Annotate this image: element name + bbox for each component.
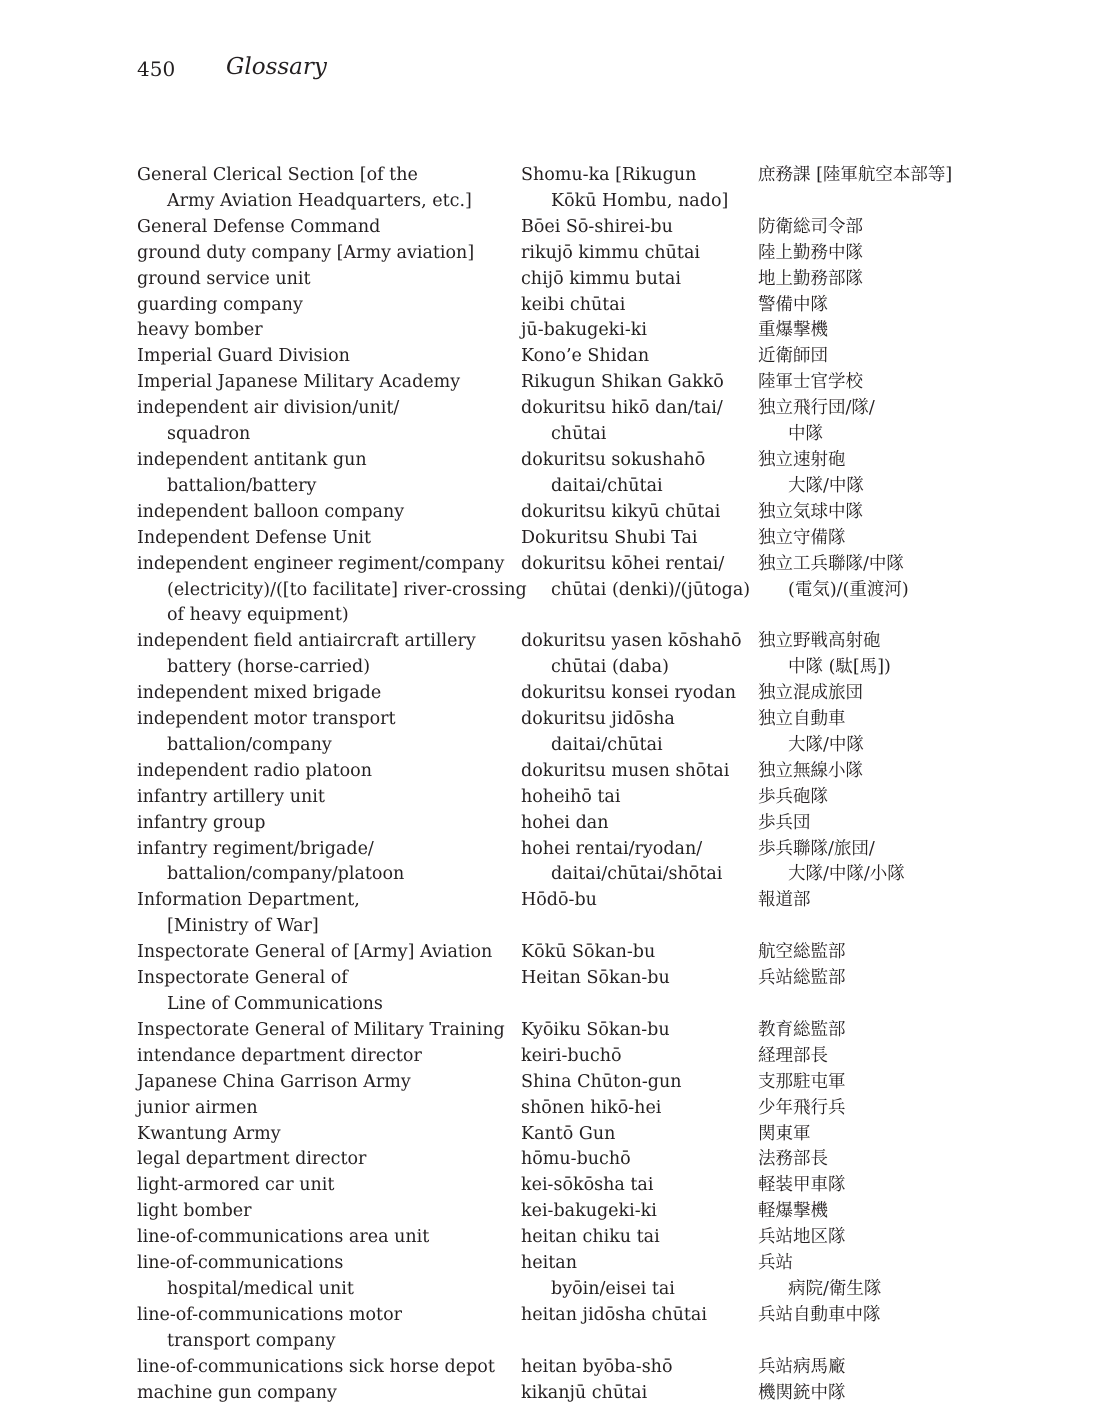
glossary-entry — [137, 500, 1077, 526]
english-term-line: infantry artillery unit — [137, 786, 325, 807]
glossary-entry — [137, 267, 1077, 293]
romanized-term — [521, 215, 758, 241]
japanese-term-line: 防衛総司令部 — [758, 216, 863, 237]
romanized-term — [521, 293, 758, 319]
glossary-entry — [137, 552, 1077, 630]
japanese-term — [758, 759, 1077, 785]
glossary-entry — [137, 1225, 1077, 1251]
romanized-term-line: daitai/chūtai — [551, 734, 663, 755]
romanized-term — [521, 344, 758, 370]
glossary-entry — [137, 241, 1077, 267]
glossary-entry — [137, 448, 1077, 500]
glossary-entry — [137, 940, 1077, 966]
romanized-term — [521, 811, 758, 837]
english-term — [137, 370, 521, 396]
english-term — [137, 1303, 521, 1355]
romanized-term-line: heitan — [521, 1253, 577, 1274]
japanese-term-line: 軽装甲車隊 — [758, 1175, 846, 1196]
romanized-term-line: Rikugun Shikan Gakkō — [521, 372, 724, 393]
japanese-term — [758, 629, 1077, 681]
japanese-term-line: 独立工兵聯隊/中隊 — [758, 553, 904, 574]
japanese-term-line: 警備中隊 — [758, 294, 828, 315]
english-term-line: legal department director — [137, 1149, 367, 1170]
glossary-entry — [137, 837, 1077, 889]
english-term-line: Independent Defense Unit — [137, 527, 372, 548]
romanized-term-line: kei-bakugeki-ki — [521, 1201, 657, 1222]
japanese-term-line: 軽爆撃機 — [758, 1201, 828, 1222]
japanese-term-line: 中隊 — [788, 424, 823, 445]
japanese-term-line: 法務部長 — [758, 1149, 828, 1170]
japanese-term-line: 報道部 — [758, 890, 811, 911]
glossary-entry — [137, 370, 1077, 396]
romanized-term — [521, 1018, 758, 1044]
japanese-term — [758, 241, 1077, 267]
romanized-term — [521, 1355, 758, 1381]
english-term — [137, 707, 521, 759]
running-title: Glossary — [226, 54, 327, 80]
glossary-entry — [137, 707, 1077, 759]
japanese-term — [758, 837, 1077, 889]
romanized-term — [521, 1044, 758, 1070]
japanese-term-line: 兵站 — [758, 1253, 793, 1274]
romanized-term-line: Kōkū Hombu, nado] — [551, 190, 729, 211]
english-term-line: light bomber — [137, 1201, 252, 1222]
japanese-term — [758, 1303, 1077, 1355]
glossary-entry — [137, 215, 1077, 241]
glossary-entry — [137, 1122, 1077, 1148]
japanese-term-line: 庶務課 [陸軍航空本部等] — [758, 165, 953, 185]
romanized-term-line: rikujō kimmu chūtai — [521, 242, 700, 263]
romanized-term — [521, 1147, 758, 1173]
english-term — [137, 344, 521, 370]
english-term-line: guarding company — [137, 294, 303, 315]
romanized-term — [521, 966, 758, 1018]
english-term-line: Imperial Guard Division — [137, 346, 350, 367]
english-term — [137, 267, 521, 293]
romanized-term-line: chijō kimmu butai — [521, 268, 681, 289]
japanese-term — [758, 163, 1077, 215]
glossary-entry — [137, 1018, 1077, 1044]
glossary-entry — [137, 1096, 1077, 1122]
glossary-entry — [137, 1303, 1077, 1355]
english-term-line: hospital/medical unit — [167, 1278, 354, 1299]
english-term-line: Inspectorate General of — [137, 968, 348, 989]
japanese-term — [758, 448, 1077, 500]
romanized-term-line: keiri-buchō — [521, 1045, 622, 1066]
japanese-term — [758, 785, 1077, 811]
japanese-term — [758, 396, 1077, 448]
glossary-entry — [137, 293, 1077, 319]
romanized-term — [521, 1173, 758, 1199]
english-term — [137, 1381, 521, 1407]
japanese-term-line: 重爆撃機 — [758, 320, 828, 341]
romanized-term-line: hohei rentai/ryodan/ — [521, 838, 703, 859]
english-term — [137, 318, 521, 344]
romanized-term-line: dokuritsu kikyū chūtai — [521, 501, 721, 522]
romanized-term-line: Kōkū Sōkan-bu — [521, 942, 656, 963]
english-term-line: Inspectorate General of [Army] Aviation — [137, 942, 493, 963]
romanized-term-line: dokuritsu jidōsha — [521, 709, 675, 730]
romanized-term — [521, 163, 758, 215]
romanized-term-line: dokuritsu yasen kōshahō — [521, 631, 742, 652]
japanese-term — [758, 1147, 1077, 1173]
romanized-term-line: chūtai — [551, 424, 607, 445]
romanized-term — [521, 1381, 758, 1407]
english-term-line: Information Department, — [137, 890, 360, 911]
japanese-term-line: 教育総監部 — [758, 1019, 846, 1040]
english-term-line: independent air division/unit/ — [137, 398, 400, 419]
romanized-term-line: hōmu-buchō — [521, 1149, 631, 1170]
glossary-entry — [137, 163, 1077, 215]
japanese-term — [758, 318, 1077, 344]
romanized-term — [521, 1199, 758, 1225]
japanese-term — [758, 552, 1077, 630]
romanized-term-line: dokuritsu hikō dan/tai/ — [521, 398, 723, 419]
romanized-term-line: byōin/eisei tai — [551, 1278, 675, 1299]
japanese-term-line: 中隊 (駄[馬]) — [788, 657, 891, 678]
romanized-term — [521, 1303, 758, 1355]
romanized-term-line: shōnen hikō-hei — [521, 1097, 662, 1118]
romanized-term — [521, 552, 758, 630]
english-term — [137, 526, 521, 552]
glossary-entry — [137, 629, 1077, 681]
english-term — [137, 1018, 521, 1044]
romanized-term-line: Dokuritsu Shubi Tai — [521, 527, 698, 548]
japanese-term — [758, 1251, 1077, 1303]
japanese-term — [758, 1355, 1077, 1381]
romanized-term-line: daitai/chūtai — [551, 475, 663, 496]
japanese-term-line: 航空総監部 — [758, 942, 846, 963]
japanese-term-line: 近衛師団 — [758, 346, 828, 367]
english-term-line: ground duty company [Army aviation] — [137, 242, 475, 263]
japanese-term — [758, 1199, 1077, 1225]
english-term — [137, 1355, 521, 1381]
english-term-line: line-of-communications — [137, 1253, 344, 1274]
japanese-term-line: 独立野戦高射砲 — [758, 631, 881, 652]
romanized-term — [521, 267, 758, 293]
english-term — [137, 1173, 521, 1199]
japanese-term — [758, 940, 1077, 966]
english-term-line: independent field antiaircraft artillery — [137, 631, 476, 652]
english-term-line: line-of-communications motor — [137, 1304, 402, 1325]
japanese-term-line: (電気)/(重渡河) — [788, 579, 909, 600]
glossary-entry — [137, 344, 1077, 370]
english-term-line: independent balloon company — [137, 501, 405, 522]
romanized-term — [521, 837, 758, 889]
japanese-term — [758, 293, 1077, 319]
japanese-term — [758, 681, 1077, 707]
glossary-entry — [137, 1070, 1077, 1096]
japanese-term-line: 少年飛行兵 — [758, 1097, 846, 1118]
romanized-term-line: Bōei Sō-shirei-bu — [521, 216, 673, 237]
english-term — [137, 1251, 521, 1303]
romanized-term-line: kikanjū chūtai — [521, 1382, 648, 1403]
japanese-term-line: 兵站総監部 — [758, 968, 846, 989]
english-term — [137, 1070, 521, 1096]
glossary-entry — [137, 318, 1077, 344]
romanized-term-line: Heitan Sōkan-bu — [521, 968, 670, 989]
japanese-term — [758, 370, 1077, 396]
english-term — [137, 396, 521, 448]
romanized-term — [521, 1225, 758, 1251]
romanized-term-line: hoheihō tai — [521, 786, 621, 807]
japanese-term — [758, 267, 1077, 293]
english-term — [137, 785, 521, 811]
romanized-term-line: heitan chiku tai — [521, 1227, 660, 1248]
english-term-line: independent engineer regiment/company — [137, 553, 505, 574]
english-term-line: (electricity)/([to facilitate] river-crossing — [167, 579, 527, 600]
english-term — [137, 293, 521, 319]
romanized-term-line: Shina Chūton-gun — [521, 1071, 682, 1092]
english-term — [137, 1122, 521, 1148]
english-term-line: independent radio platoon — [137, 760, 372, 781]
romanized-term-line: chūtai (denki)/(jūtoga) — [551, 579, 751, 600]
english-term-line: Kwantung Army — [137, 1123, 281, 1144]
romanized-term-line: hohei dan — [521, 812, 609, 833]
romanized-term-line: dokuritsu kōhei rentai/ — [521, 553, 725, 574]
english-term — [137, 759, 521, 785]
english-term — [137, 241, 521, 267]
romanized-term — [521, 629, 758, 681]
glossary-entry — [137, 396, 1077, 448]
japanese-term-line: 地上勤務部隊 — [758, 268, 863, 289]
english-term — [137, 811, 521, 837]
japanese-term-line: 兵站病馬廠 — [758, 1356, 846, 1377]
glossary-entry — [137, 681, 1077, 707]
page-number: 450 — [137, 57, 176, 81]
romanized-term-line: daitai/chūtai/shōtai — [551, 864, 723, 885]
japanese-term-line: 支那駐屯軍 — [758, 1071, 846, 1092]
english-term-line: line-of-communications area unit — [137, 1227, 430, 1248]
english-term-line: Army Aviation Headquarters, etc.] — [167, 190, 472, 211]
english-term — [137, 1199, 521, 1225]
japanese-term-line: 大隊/中隊/小隊 — [788, 864, 905, 885]
english-term — [137, 1225, 521, 1251]
english-term-line: General Clerical Section [of the — [137, 165, 418, 185]
romanized-term — [521, 1251, 758, 1303]
english-term-line: [Ministry of War] — [167, 916, 319, 937]
english-term-line: independent motor transport — [137, 709, 396, 730]
japanese-term-line: 独立無線小隊 — [758, 760, 863, 781]
glossary-entry — [137, 1355, 1077, 1381]
english-term — [137, 448, 521, 500]
japanese-term — [758, 888, 1077, 940]
english-term-line: Inspectorate General of Military Training — [137, 1019, 505, 1040]
romanized-term-line: heitan byōba-shō — [521, 1356, 673, 1377]
glossary-entry — [137, 966, 1077, 1018]
japanese-term — [758, 1173, 1077, 1199]
japanese-term-line: 関東軍 — [758, 1123, 811, 1144]
japanese-term-line: 経理部長 — [758, 1045, 828, 1066]
japanese-term-line: 兵站地区隊 — [758, 1227, 846, 1248]
english-term — [137, 215, 521, 241]
english-term-line: independent mixed brigade — [137, 683, 382, 704]
japanese-term — [758, 1225, 1077, 1251]
japanese-term — [758, 707, 1077, 759]
romanized-term — [521, 707, 758, 759]
romanized-term-line: Shomu-ka [Rikugun — [521, 165, 697, 185]
japanese-term-line: 独立気球中隊 — [758, 501, 863, 522]
english-term — [137, 1044, 521, 1070]
english-term-line: infantry group — [137, 812, 266, 833]
english-term-line: General Defense Command — [137, 216, 381, 237]
glossary-entry — [137, 1044, 1077, 1070]
japanese-term — [758, 215, 1077, 241]
japanese-term-line: 大隊/中隊 — [788, 475, 864, 496]
english-term-line: transport company — [167, 1330, 336, 1351]
japanese-term — [758, 1122, 1077, 1148]
japanese-term — [758, 344, 1077, 370]
romanized-term — [521, 318, 758, 344]
english-term-line: battalion/company — [167, 734, 332, 755]
romanized-term — [521, 526, 758, 552]
japanese-term — [758, 1381, 1077, 1407]
japanese-term-line: 機関銃中隊 — [758, 1382, 846, 1403]
japanese-term-line: 独立自動車 — [758, 709, 846, 730]
romanized-term — [521, 500, 758, 526]
romanized-term-line: heitan jidōsha chūtai — [521, 1304, 707, 1325]
romanized-term — [521, 681, 758, 707]
japanese-term — [758, 1096, 1077, 1122]
japanese-term-line: 歩兵団 — [758, 812, 811, 833]
japanese-term-line: 独立速射砲 — [758, 449, 846, 470]
english-term-line: battalion/battery — [167, 475, 317, 496]
japanese-term-line: 陸軍士官学校 — [758, 372, 863, 393]
english-term-line: of heavy equipment) — [167, 605, 349, 626]
english-term — [137, 681, 521, 707]
english-term — [137, 940, 521, 966]
japanese-term — [758, 811, 1077, 837]
romanized-term — [521, 448, 758, 500]
romanized-term-line: chūtai (daba) — [551, 657, 669, 678]
english-term — [137, 163, 521, 215]
english-term-line: Imperial Japanese Military Academy — [137, 372, 461, 393]
japanese-term-line: 歩兵砲隊 — [758, 786, 828, 807]
english-term-line: Line of Communications — [167, 994, 383, 1014]
japanese-term — [758, 1070, 1077, 1096]
japanese-term-line: 独立飛行団/隊/ — [758, 398, 875, 419]
japanese-term — [758, 526, 1077, 552]
romanized-term-line: jū-bakugeki-ki — [521, 320, 647, 341]
japanese-term-line: 兵站自動車中隊 — [758, 1304, 881, 1325]
english-term — [137, 888, 521, 940]
romanized-term — [521, 241, 758, 267]
romanized-term-line: dokuritsu sokushahō — [521, 449, 706, 470]
english-term-line: battalion/company/platoon — [167, 864, 405, 885]
japanese-term-line: 独立守備隊 — [758, 527, 846, 548]
glossary-entry — [137, 1199, 1077, 1225]
japanese-term — [758, 966, 1077, 1018]
english-term-line: intendance department director — [137, 1045, 422, 1066]
glossary-entry — [137, 759, 1077, 785]
english-term-line: Japanese China Garrison Army — [137, 1071, 411, 1092]
english-term-line: independent antitank gun — [137, 449, 367, 470]
glossary-entry — [137, 1147, 1077, 1173]
romanized-term-line: keibi chūtai — [521, 294, 626, 315]
english-term-line: machine gun company — [137, 1382, 337, 1403]
romanized-term — [521, 1070, 758, 1096]
japanese-term-line: 歩兵聯隊/旅団/ — [758, 838, 875, 859]
romanized-term-line: Kono’e Shidan — [521, 346, 650, 367]
english-term-line: junior airmen — [137, 1097, 258, 1118]
glossary-entry — [137, 811, 1077, 837]
romanized-term — [521, 888, 758, 940]
glossary-entry — [137, 1251, 1077, 1303]
english-term — [137, 629, 521, 681]
romanized-term — [521, 940, 758, 966]
glossary-entry — [137, 1381, 1077, 1407]
romanized-term-line: kei-sōkōsha tai — [521, 1175, 654, 1196]
english-term — [137, 1147, 521, 1173]
japanese-term — [758, 1018, 1077, 1044]
english-term-line: line-of-communications sick horse depot — [137, 1356, 495, 1377]
english-term-line: light-armored car unit — [137, 1175, 335, 1196]
english-term — [137, 500, 521, 526]
romanized-term-line: Kantō Gun — [521, 1123, 616, 1144]
romanized-term — [521, 785, 758, 811]
english-term — [137, 837, 521, 889]
english-term-line: infantry regiment/brigade/ — [137, 838, 374, 859]
glossary-entry — [137, 888, 1077, 940]
romanized-term — [521, 370, 758, 396]
english-term — [137, 552, 527, 630]
japanese-term — [758, 500, 1077, 526]
glossary-entry — [137, 785, 1077, 811]
english-term-line: battery (horse-carried) — [167, 657, 371, 678]
glossary-entry — [137, 526, 1077, 552]
romanized-term — [521, 1096, 758, 1122]
english-term — [137, 1096, 521, 1122]
romanized-term — [521, 1122, 758, 1148]
romanized-term-line: Hōdō-bu — [521, 890, 597, 911]
japanese-term-line: 独立混成旅団 — [758, 683, 863, 704]
romanized-term-line: dokuritsu musen shōtai — [521, 760, 730, 781]
glossary-entry — [137, 1173, 1077, 1199]
romanized-term-line: Kyōiku Sōkan-bu — [521, 1019, 670, 1040]
english-term — [137, 966, 521, 1018]
japanese-term-line: 大隊/中隊 — [788, 734, 864, 755]
english-term-line: ground service unit — [137, 268, 311, 289]
english-term-line: heavy bomber — [137, 320, 263, 341]
japanese-term-line: 病院/衛生隊 — [788, 1278, 882, 1299]
english-term-line: squadron — [167, 424, 251, 445]
japanese-term-line: 陸上勤務中隊 — [758, 242, 863, 263]
romanized-term — [521, 396, 758, 448]
romanized-term — [521, 759, 758, 785]
japanese-term — [758, 1044, 1077, 1070]
glossary-table — [137, 163, 1077, 1407]
romanized-term-line: dokuritsu konsei ryodan — [521, 683, 737, 704]
